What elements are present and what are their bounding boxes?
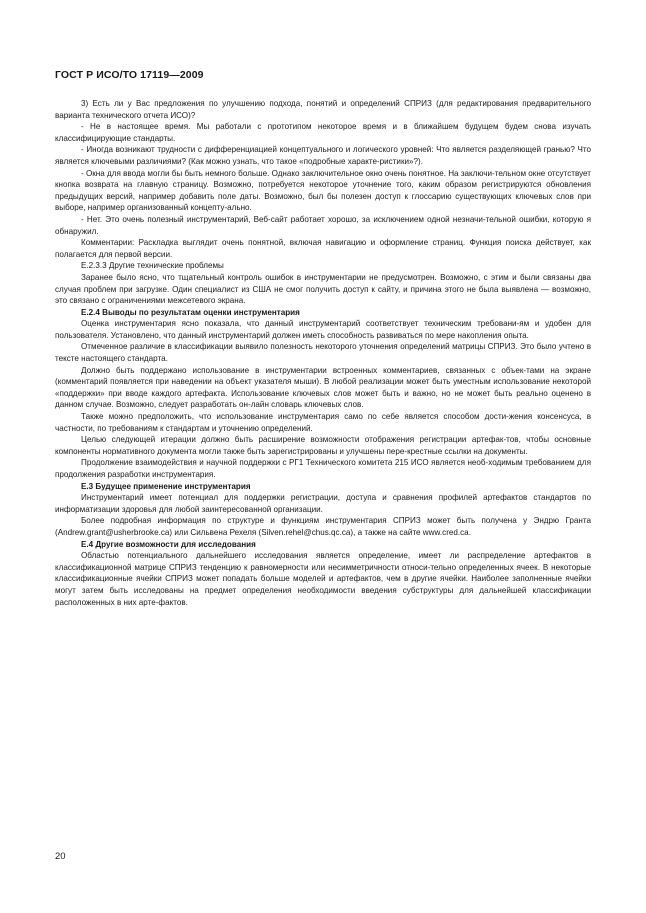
section-heading: Е.4 Другие возможности для исследования <box>81 539 256 549</box>
paragraph: Также можно предположить, что использование инструментария само по себе является способом дости-жения консенсуса, в частности, по требованиям к стандартам и уточнению определений. <box>55 412 591 433</box>
paragraph: Комментарии: Раскладка выглядит очень понятной, включая навигацию и оформление страниц. Функция поиска действует, как полагается для первой версии. <box>55 238 591 259</box>
paragraph: - Не в настоящее время. Мы работали с прототипом некоторое время и в ближайшем будущем будем снова изучать классифицирующие стандарты. <box>55 122 591 143</box>
paragraph: Отмеченное различие в классификации выявило полезность некоторого уточнения определений матрицы СПРИЗ. Это было учтено в тексте настоящего стандарта. <box>55 342 591 364</box>
paragraph: Оценка инструментария ясно показала, что данный инструментарий соответствует техническим требовани-ям и удобен для пользователя. Установлено, что данный инструментарий должен иметь способность развиваться по мере накопления опыта. <box>55 319 591 340</box>
section-heading: Е.2.4 Выводы по результатам оценки инструментария <box>81 307 300 317</box>
paragraph: Инструментарий имеет потенциал для поддержки регистрации, доступа и сравнения профилей артефактов стандартов по информатизации здоровья для любой заинтересованной организации. <box>55 493 591 514</box>
section-heading: Е.3 Будущее применение инструментария <box>81 481 251 491</box>
paragraph: - Нет. Это очень полезный инструментарий, Веб-сайт работает хорошо, за исключением одной незначи-тельной ошибки, которую я обнаружил. <box>55 214 591 236</box>
paragraph: - Окна для ввода могли бы быть немного больше. Однако заключительное окно очень понятное. На заключи-тельном окне отсутствует кнопка возврата на главную страницу. Возможно, потребуется некоторое уточнение того, каким образом регистрируются обновления предыдущих версий, например добавить поле даты. Возможно, был бы полезен доступ к глоссарию существующих ключевых слов при выборе, например организованный концепту-ально. <box>55 168 591 213</box>
document-header: ГОСТ Р ИСО/ТО 17119—2009 <box>55 69 204 81</box>
paragraph: Должно быть поддержано использование в инструментарии встроенных комментариев, связанных с объек-тами на экране (комментарий появляется при наведении на объект указателя мыши). В любой реализации может быть уместным использование некоторой «поддержки» при вводе каждого артефакта. Использование ключевых слов может быть и важно, но не может быть реально оценено в данном случае. Возможно, следует разработать он-лайн словарь ключевых слов. <box>55 365 591 410</box>
paragraph: Продолжение взаимодействия и научной поддержки с РГ1 Технического комитета 215 ИСО является необ-ходимым требованием для продолжения разработки инструментария. <box>55 458 591 479</box>
paragraph: Е.2.3.3 Другие технические проблемы <box>81 261 224 271</box>
paragraph: 3) Есть ли у Вас предложения по улучшению подхода, понятий и определений СПРИЗ (для редактирования предварительного варианта технического отчета ИСО)? <box>55 99 591 120</box>
paragraph: Областью потенциального дальнейшего исследования является определение, имеет ли распределение артефактов в классификационной матрице СПРИЗ тенденцию к равномерности или несимметричности относи-тельно определенных ячеек. В некоторые классификационные ячейки СПРИЗ может попадать больше моделей и артефактов, чем в другие ячейки. Наиболее заполненные ячейки могут затем быть исследованы на предмет определения необходимости введения субструктуры для дальнейшей классификации расположенных в них арте-фактов. <box>55 551 591 607</box>
paragraph: - Иногда возникают трудности с дифференциацией концептуального и логического уровней: Что является разделяющей гранью? Что является ключевыми различиями? (Как можно узнать, что такое «подробные характе-ристики»?). <box>55 145 591 166</box>
paragraph: Более подробная информация по структуре и функциям инструментария СПРИЗ может быть получена у Эндрю Гранта (Andrew.grant@usherbrooke.ca) или Сильвена Рехеля (Silven.rehel@chus.qc.ca), а также на сайте www.cred.ca. <box>55 516 591 537</box>
paragraph: Заранее было ясно, что тщательный контроль ошибок в инструментарии не предусмотрен. Возможно, с этим и были связаны два случая проблем при загрузке. Один специалист из США не смог получить доступ к сайту, и причина этого не была выявлена — возможно, это связано с ограничениями межсетевого экрана. <box>55 272 591 306</box>
paragraph: Целью следующей итерации должно быть расширение возможности отображения регистрации артефак-тов, чтобы основные компоненты нормативного документа могли также быть зарегистрированы и улучшены пере-крестные ссылки на документы. <box>55 435 591 456</box>
document-body <box>55 98 591 608</box>
page-number: 20 <box>55 851 66 862</box>
